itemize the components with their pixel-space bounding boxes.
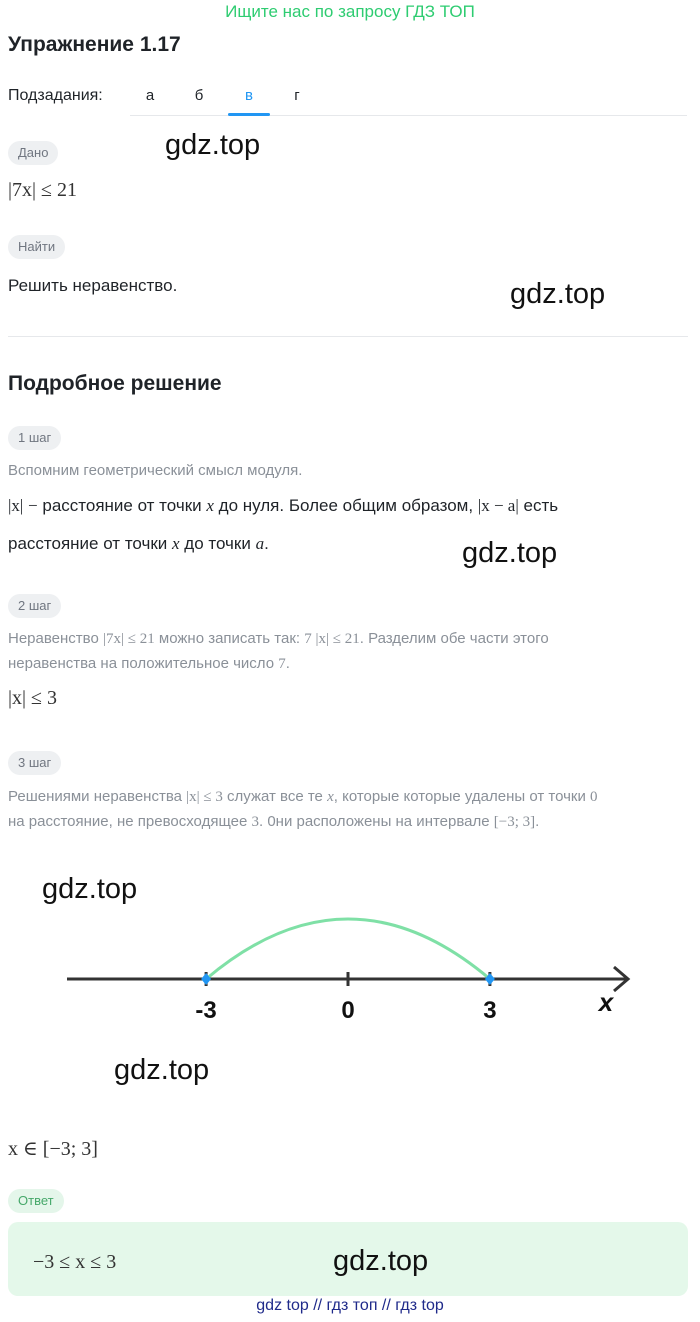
text-fragment: , которые которые удалены от точки xyxy=(333,788,591,805)
math-expr: |x| xyxy=(8,496,24,515)
tabs-divider xyxy=(130,115,687,116)
watermark: gdz.top xyxy=(165,129,261,161)
math-expr: x xyxy=(206,496,214,515)
text-fragment: . xyxy=(535,813,540,830)
section-title: Подробное решение xyxy=(8,372,222,395)
find-chip: Найти xyxy=(8,235,65,259)
text-fragment: есть xyxy=(518,496,559,515)
tab-g[interactable]: г xyxy=(294,87,300,104)
math-expr: [−3; 3] xyxy=(493,814,536,830)
math-expr: |x − a| xyxy=(477,496,519,515)
step1-line2 xyxy=(8,532,269,556)
math-expr: x xyxy=(172,534,180,553)
text-fragment: . 0ни расположены на интервале xyxy=(258,813,494,830)
answer-expression: −3 ≤ x ≤ 3 xyxy=(33,1251,117,1273)
text-fragment: служат все те xyxy=(222,788,328,805)
text-fragment: расстояние от точки xyxy=(37,496,207,515)
step2-result: |x| ≤ 3 xyxy=(8,687,57,709)
text-fragment: . xyxy=(285,655,290,672)
text-fragment: до нуля. Более общим образом, xyxy=(213,496,478,515)
watermark: gdz.top xyxy=(114,1054,210,1086)
text-fragment: на расстояние, не превосходящее xyxy=(8,813,252,830)
watermark: gdz.top xyxy=(510,278,606,310)
exercise-title: Упражнение 1.17 xyxy=(8,33,181,56)
step3-line2 xyxy=(8,809,539,835)
text-fragment: расстояние от точки xyxy=(8,534,173,553)
active-tab-indicator xyxy=(228,113,270,116)
step2-line1 xyxy=(8,626,549,652)
math-expr: 3 xyxy=(251,814,259,830)
step1-chip: 1 шаг xyxy=(8,426,61,450)
math-expr: 0 xyxy=(590,789,598,805)
text-fragment: Неравенство xyxy=(8,630,103,647)
step1-intro: Вспомним геометрический смысл модуля. xyxy=(8,462,303,479)
text-fragment: до точки xyxy=(179,534,256,553)
footer-links: gdz top // гдз топ // гдз top xyxy=(256,1297,444,1314)
number-line-tick-label: -3 xyxy=(195,997,217,1024)
step3-chip: 3 шаг xyxy=(8,751,61,775)
number-line-tick-label: 3 xyxy=(483,997,497,1024)
tab-b[interactable]: б xyxy=(194,87,204,104)
number-line-diagram xyxy=(0,860,700,1040)
step2-line2 xyxy=(8,651,290,677)
math-expr: 7 |x| ≤ 21 xyxy=(304,631,360,647)
watermark: gdz.top xyxy=(42,873,138,905)
subtasks-label: Подзадания: xyxy=(8,87,103,104)
watermark: gdz.top xyxy=(333,1245,429,1277)
step3-line1 xyxy=(8,784,598,810)
math-expr: |x| ≤ 3 xyxy=(186,789,223,805)
tab-a[interactable]: а xyxy=(145,87,155,104)
top-banner: Ищите нас по запросу ГДЗ ТОП xyxy=(225,2,475,21)
interval-arc xyxy=(206,919,490,979)
given-chip: Дано xyxy=(8,141,58,165)
number-line-tick-label: 0 xyxy=(341,997,355,1024)
result-expression: x ∈ [−3; 3] xyxy=(8,1138,98,1160)
tab-v[interactable]: в xyxy=(245,87,253,104)
section-divider xyxy=(8,336,688,337)
text-fragment: . xyxy=(264,534,269,553)
axis-label: x xyxy=(598,987,614,1017)
given-expression: |7x| ≤ 21 xyxy=(8,179,77,201)
math-expr: 7 xyxy=(278,656,286,672)
math-expr: a xyxy=(255,534,265,553)
math-expr: |7x| ≤ 21 xyxy=(102,631,155,647)
math-expr: − xyxy=(28,496,38,515)
text-fragment: . Разделим обе части этого xyxy=(359,630,549,647)
text-fragment: неравенства на положительное число xyxy=(8,655,279,672)
step2-chip: 2 шаг xyxy=(8,594,61,618)
step1-line1 xyxy=(8,494,558,518)
watermark: gdz.top xyxy=(462,537,558,569)
math-expr: x xyxy=(327,789,334,805)
find-text: Решить неравенство. xyxy=(8,276,178,295)
answer-chip: Ответ xyxy=(8,1189,64,1213)
text-fragment: Решениями неравенства xyxy=(8,788,187,805)
text-fragment: можно записать так: xyxy=(154,630,305,647)
